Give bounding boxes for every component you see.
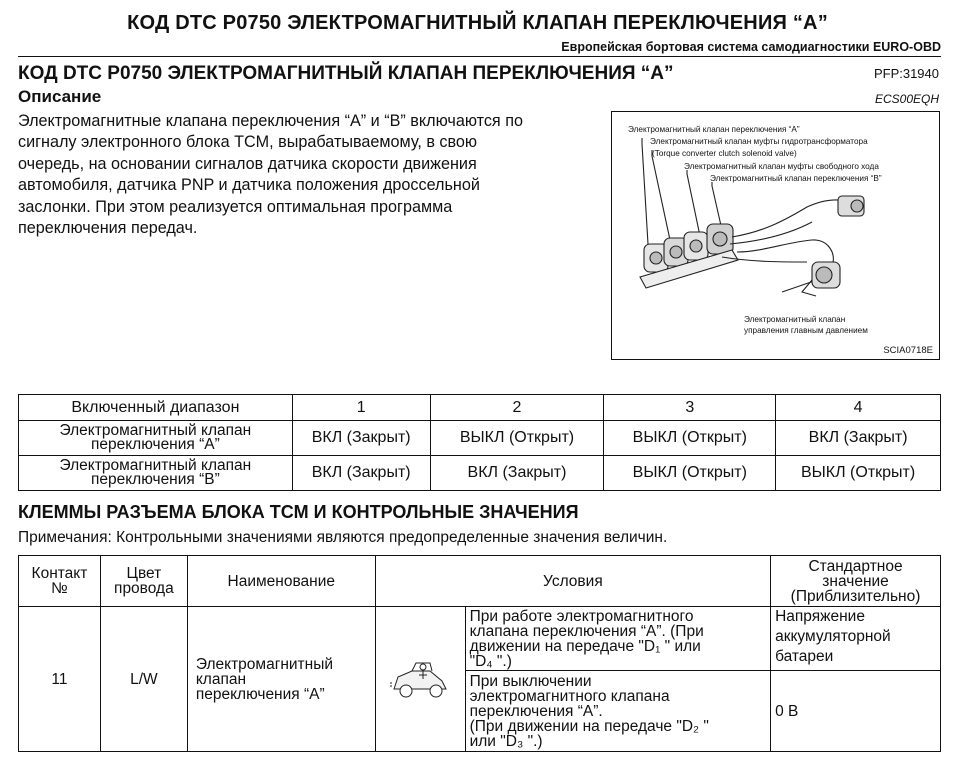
range-row-label-line: Электромагнитный клапан [59, 457, 252, 474]
value-line: аккумуляторной [775, 628, 891, 645]
description-line: Электромагнитные клапана переключения “A” и “B” включаются по [18, 112, 523, 130]
table-row [19, 421, 941, 456]
description-line: очередь, на основании сигналов датчика скорости движения [18, 154, 477, 173]
range-table [18, 394, 941, 491]
header-wire [100, 556, 187, 607]
description-heading: Описание [18, 87, 102, 106]
header-divider [18, 56, 941, 57]
header-name: Наименование [187, 556, 375, 607]
terminals-table [18, 555, 941, 752]
description-line: переключения передач. [18, 219, 198, 238]
condition-line: или "D₃ ".) [469, 732, 543, 750]
description-line: заслонки. При этом реализуется оптимальная программа [18, 197, 453, 216]
header-standard [771, 556, 941, 607]
range-cell: ВКЛ (Закрыт) [292, 456, 430, 491]
header-line: значение [822, 572, 889, 590]
condition-line: При выключении [469, 672, 592, 690]
header-line: № [51, 580, 68, 597]
pfp-code: PFP:31940 [873, 66, 939, 81]
table-row [19, 456, 941, 491]
condition-off [465, 671, 770, 752]
figure-label: (Torque converter clutch solenoid valve) [652, 149, 797, 158]
car-driver-icon [390, 653, 450, 703]
page-header-subtitle: Европейская бортовая система самодиагностики EURO-OBD [561, 40, 941, 54]
range-header-cell: 2 [430, 395, 604, 421]
figure-label: Электромагнитный клапан муфты свободного хода [684, 162, 879, 171]
header-line: Цвет [126, 565, 162, 582]
range-cell: ВЫКЛ (Открыт) [776, 456, 941, 491]
header-line: Стандартное [808, 557, 903, 575]
condition-line: движении на передаче "D₁ " или [469, 637, 701, 655]
terminals-note: Примечания: Контрольными значениями являются предопределенные значения величин. [18, 529, 668, 546]
header-line: провода [114, 580, 174, 597]
header-line: Контакт [31, 565, 88, 582]
terminal-name-line: переключения “A” [195, 685, 325, 703]
range-cell: ВКЛ (Закрыт) [430, 456, 604, 491]
condition-line: клапана переключения “A”. (При [469, 622, 704, 640]
table-row [19, 395, 941, 421]
terminal-name [187, 607, 375, 752]
condition-on [465, 607, 770, 671]
range-header-cell: 4 [776, 395, 941, 421]
range-cell: ВЫКЛ (Открыт) [604, 456, 776, 491]
value-line: батареи [775, 648, 834, 665]
range-row-label-line: переключения “B” [90, 471, 220, 488]
range-header-cell: 1 [292, 395, 430, 421]
range-row-label-line: переключения “A” [90, 436, 220, 453]
figure-label: Электромагнитный клапан [744, 315, 846, 324]
car-icon-cell [375, 607, 465, 752]
description-line: автомобиля, датчика PNP и датчика положения дроссельной [18, 176, 480, 195]
table-row [19, 607, 941, 671]
range-cell: ВЫКЛ (Открыт) [604, 421, 776, 456]
range-row-label-line: Электромагнитный клапан [59, 422, 252, 439]
terminal-name-line: клапан [195, 670, 247, 688]
value-line: Напряжение [775, 608, 865, 625]
range-header-cell: Включенный диапазон [19, 395, 293, 421]
condition-line: (При движении на передаче "D₂ " [469, 717, 709, 735]
range-header-cell: 3 [604, 395, 776, 421]
figure-label: Электромагнитный клапан переключения “A” [628, 125, 800, 134]
ecs-code: ECS00EQH [874, 92, 939, 106]
contact-number: 11 [19, 607, 101, 752]
value-on [771, 607, 941, 671]
value-off: 0 В [771, 671, 941, 752]
description-text [18, 111, 613, 239]
condition-line: При работе электромагнитного [469, 607, 694, 625]
figure-label: управления главным давлением [744, 326, 868, 335]
figure-label: Электромагнитный клапан муфты гидротрансформатора [650, 137, 868, 146]
terminal-name-line: Электромагнитный [195, 655, 334, 673]
figure-label: Электромагнитный клапан переключения “B” [710, 174, 882, 183]
header-line: (Приблизительно) [790, 587, 921, 605]
description-line: сигналу электронного блока TCM, вырабатываемому, в свою [18, 133, 478, 152]
range-cell: ВКЛ (Закрыт) [776, 421, 941, 456]
range-row-label [19, 456, 293, 491]
range-cell: ВЫКЛ (Открыт) [430, 421, 604, 456]
header-contact [19, 556, 101, 607]
range-row-label [19, 421, 293, 456]
wire-color: L/W [100, 607, 187, 752]
figure-code: SCIA0718E [883, 345, 933, 356]
header-conditions: Условия [375, 556, 770, 607]
condition-line: "D₄ ".) [469, 652, 512, 670]
condition-line: переключения “A”. [469, 702, 603, 720]
range-cell: ВКЛ (Закрыт) [292, 421, 430, 456]
table-row [19, 556, 941, 607]
terminals-heading: КЛЕММЫ РАЗЪЕМА БЛОКА TCM И КОНТРОЛЬНЫЕ ЗНАЧЕНИЯ [18, 502, 579, 522]
condition-line: электромагнитного клапана [469, 687, 670, 705]
solenoid-figure [611, 111, 940, 360]
section-title: КОД DTC P0750 ЭЛЕКТРОМАГНИТНЫЙ КЛАПАН ПЕРЕКЛЮЧЕНИЯ “A” [18, 63, 674, 84]
page-header-title: КОД DTC P0750 ЭЛЕКТРОМАГНИТНЫЙ КЛАПАН ПЕРЕКЛЮЧЕНИЯ “A” [127, 12, 828, 34]
